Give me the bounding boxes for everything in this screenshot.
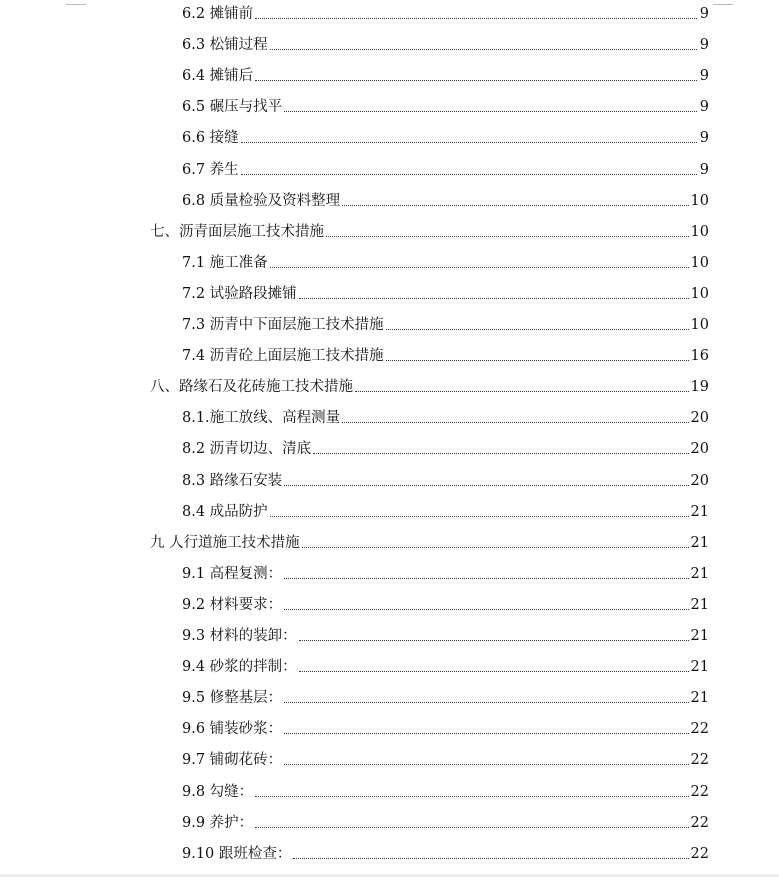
toc-entry-page-number: 21 bbox=[690, 565, 709, 582]
toc-dot-leader bbox=[241, 141, 697, 143]
toc-entry-title: 砂浆的拌制： bbox=[209, 659, 297, 676]
toc-entry-title: 养护： bbox=[209, 814, 254, 831]
toc-entry-title: 高程复测： bbox=[209, 565, 283, 582]
toc-entry-number: 6.6 bbox=[182, 130, 210, 147]
toc-dot-leader bbox=[299, 670, 689, 672]
toc-entry-page-number: 21 bbox=[690, 596, 709, 613]
toc-subsection-entry[interactable] bbox=[182, 346, 709, 366]
toc-dot-leader bbox=[386, 359, 689, 361]
toc-entry-page-number: 10 bbox=[690, 223, 709, 240]
toc-subsection-entry[interactable] bbox=[182, 408, 709, 428]
toc-entry-number: 八、 bbox=[150, 379, 179, 396]
toc-entry-number: 9.10 bbox=[182, 845, 219, 862]
toc-entry-number: 9.3 bbox=[182, 628, 210, 644]
toc-entry-number: 6.8 bbox=[182, 192, 210, 209]
toc-entry-page-number: 21 bbox=[690, 534, 709, 551]
toc-dot-leader bbox=[293, 857, 688, 859]
toc-entry-page-number: 10 bbox=[690, 254, 709, 271]
toc-subsection-entry[interactable] bbox=[182, 750, 709, 770]
toc-dot-leader bbox=[270, 515, 689, 517]
toc-entry-page-number: 21 bbox=[690, 659, 709, 676]
toc-entry-title: 铺装砂浆： bbox=[209, 721, 283, 738]
toc-entry-number: 9.2 bbox=[182, 596, 210, 613]
toc-subsection-entry[interactable] bbox=[182, 284, 709, 304]
toc-entry-page-number: 10 bbox=[690, 285, 709, 302]
toc-dot-leader bbox=[255, 795, 688, 797]
toc-dot-leader bbox=[270, 48, 697, 50]
toc-dot-leader bbox=[299, 297, 689, 299]
toc-entry-number: 九 bbox=[150, 534, 170, 551]
toc-entry-page-number: 9 bbox=[699, 99, 709, 116]
toc-subsection-entry[interactable] bbox=[182, 35, 709, 55]
toc-entry-number: 9.8 bbox=[182, 783, 210, 800]
toc-entry-page-number: 10 bbox=[690, 192, 709, 209]
toc-dot-leader bbox=[255, 17, 697, 19]
toc-dot-leader bbox=[270, 266, 689, 268]
toc-entry-number: 9.4 bbox=[182, 659, 210, 676]
toc-entry-page-number: 22 bbox=[690, 752, 709, 769]
toc-subsection-entry[interactable] bbox=[182, 844, 709, 864]
toc-entry-title: 跟班检查： bbox=[218, 845, 292, 862]
toc-entry-page-number: 20 bbox=[690, 410, 709, 427]
toc-subsection-entry[interactable] bbox=[182, 782, 709, 802]
toc-subsection-entry[interactable] bbox=[182, 160, 709, 180]
toc-subsection-entry[interactable] bbox=[182, 626, 709, 646]
toc-subsection-entry[interactable] bbox=[182, 66, 709, 86]
toc-entry-page-number: 21 bbox=[690, 503, 709, 520]
toc-entry-title: 修整基层： bbox=[209, 690, 283, 707]
toc-entry-title: 松铺过程 bbox=[209, 37, 268, 54]
toc-dot-leader bbox=[299, 639, 689, 641]
toc-dot-leader bbox=[241, 173, 697, 175]
toc-subsection-entry[interactable] bbox=[182, 471, 709, 491]
toc-entry-number: 9.7 bbox=[182, 752, 210, 769]
toc-entry-number: 6.5 bbox=[182, 99, 210, 116]
toc-entry-title: 人行道施工技术措施 bbox=[169, 534, 300, 551]
toc-subsection-entry[interactable] bbox=[182, 191, 709, 211]
toc-entry-title: 沥青中下面层施工技术措施 bbox=[209, 317, 384, 333]
toc-entry-page-number: 22 bbox=[690, 814, 709, 831]
toc-entry-page-number: 19 bbox=[690, 379, 709, 396]
toc-entry-page-number: 22 bbox=[690, 783, 709, 800]
toc-entry-title: 质量检验及资料整理 bbox=[209, 192, 341, 209]
toc-entry-page-number: 16 bbox=[690, 348, 709, 365]
toc-entry-page-number: 10 bbox=[690, 317, 709, 333]
toc-entry-title: 沥青面层施工技术措施 bbox=[179, 223, 324, 240]
toc-entry-page-number: 21 bbox=[690, 690, 709, 707]
toc-dot-leader bbox=[284, 484, 688, 486]
toc-dot-leader bbox=[284, 763, 688, 765]
toc-subsection-entry[interactable] bbox=[182, 128, 709, 148]
toc-entry-number: 7.2 bbox=[182, 285, 210, 302]
toc-entry-number: 8.2 bbox=[182, 441, 210, 458]
toc-entry-title: 沥青切边、清底 bbox=[209, 441, 312, 458]
toc-subsection-entry[interactable] bbox=[182, 253, 709, 273]
toc-subsection-entry[interactable] bbox=[182, 502, 709, 522]
toc-subsection-entry[interactable] bbox=[182, 719, 709, 739]
toc-dot-leader bbox=[284, 110, 697, 112]
toc-entry-number: 7.3 bbox=[182, 317, 210, 333]
toc-dot-leader bbox=[326, 235, 689, 237]
toc-section-entry[interactable] bbox=[150, 222, 709, 242]
page-corner-mark-left bbox=[66, 0, 86, 5]
toc-dot-leader bbox=[313, 452, 688, 454]
toc-subsection-entry[interactable] bbox=[182, 315, 709, 335]
toc-dot-leader bbox=[342, 204, 688, 206]
toc-subsection-entry[interactable] bbox=[182, 97, 709, 117]
toc-entry-number: 8.4 bbox=[182, 503, 210, 520]
toc-entry-title: 接缝 bbox=[209, 130, 239, 147]
toc-entry-number: 7.4 bbox=[182, 348, 210, 365]
toc-entry-page-number: 22 bbox=[690, 845, 709, 862]
toc-entry-title: 施工准备 bbox=[209, 254, 268, 271]
toc-dot-leader bbox=[255, 79, 697, 81]
toc-subsection-entry[interactable] bbox=[182, 595, 709, 615]
toc-entry-number: 8.3 bbox=[182, 472, 210, 489]
toc-entry-number: 9.5 bbox=[182, 690, 210, 707]
toc-entry-page-number: 9 bbox=[699, 37, 709, 54]
toc-subsection-entry[interactable] bbox=[182, 439, 709, 459]
toc-entry-number: 9.9 bbox=[182, 814, 210, 831]
toc-dot-leader bbox=[386, 328, 689, 330]
toc-entry-number: 七、 bbox=[150, 223, 179, 240]
toc-entry-number: 8.1. bbox=[182, 410, 210, 427]
toc-entry-page-number: 20 bbox=[690, 441, 709, 458]
toc-subsection-entry[interactable] bbox=[182, 813, 709, 833]
toc-entry-title: 摊铺后 bbox=[209, 68, 254, 85]
toc-entry-page-number: 9 bbox=[699, 161, 709, 178]
toc-entry-title: 成品防护 bbox=[209, 503, 268, 520]
page-corner-mark-right bbox=[713, 0, 733, 5]
toc-dot-leader bbox=[284, 608, 688, 610]
toc-dot-leader bbox=[255, 826, 688, 828]
toc-dot-leader bbox=[284, 732, 688, 734]
toc-entry-number: 7.1 bbox=[182, 254, 210, 271]
toc-subsection-entry[interactable] bbox=[182, 688, 709, 708]
toc-entry-page-number: 9 bbox=[699, 130, 709, 147]
toc-entry-number: 6.4 bbox=[182, 68, 210, 85]
toc-entry-title: 材料的装卸： bbox=[209, 628, 297, 644]
toc-entry-number: 9.6 bbox=[182, 721, 210, 738]
toc-entry-title: 养生 bbox=[209, 161, 239, 178]
toc-dot-leader bbox=[302, 546, 689, 548]
toc-dot-leader bbox=[284, 701, 688, 703]
toc-entry-number: 6.7 bbox=[182, 161, 210, 178]
toc-entry-page-number: 20 bbox=[690, 472, 709, 489]
toc-entry-title: 摊铺前 bbox=[209, 6, 254, 22]
toc-entry-title: 勾缝： bbox=[209, 783, 254, 800]
toc-subsection-entry[interactable] bbox=[182, 564, 709, 584]
toc-entry-number: 9.1 bbox=[182, 565, 210, 582]
toc-dot-leader bbox=[355, 390, 689, 392]
toc-section-entry[interactable] bbox=[150, 377, 709, 397]
toc-entry-title: 碾压与找平 bbox=[209, 99, 283, 116]
toc-entry-page-number: 21 bbox=[690, 628, 709, 644]
toc-dot-leader bbox=[342, 421, 688, 423]
toc-entry-title: 材料要求： bbox=[209, 596, 283, 613]
toc-entry-title: 沥青砼上面层施工技术措施 bbox=[209, 348, 384, 365]
toc-dot-leader bbox=[284, 577, 688, 579]
toc-entry-title: 施工放线、高程测量 bbox=[209, 410, 341, 427]
toc-entry-title: 铺砌花砖： bbox=[209, 752, 283, 769]
toc-subsection-entry[interactable] bbox=[182, 657, 709, 677]
toc-entry-title: 试验路段摊铺 bbox=[209, 285, 297, 302]
toc-subsection-entry[interactable] bbox=[182, 4, 709, 24]
toc-entry-title: 路缘石及花砖施工技术措施 bbox=[179, 379, 353, 396]
toc-entry-title: 路缘石安装 bbox=[209, 472, 283, 489]
toc-entry-page-number: 22 bbox=[690, 721, 709, 738]
toc-entry-page-number: 9 bbox=[699, 68, 709, 85]
toc-entry-number: 6.2 bbox=[182, 6, 210, 22]
toc-entry-number: 6.3 bbox=[182, 37, 210, 54]
toc-entry-page-number: 9 bbox=[699, 6, 709, 22]
toc-section-entry[interactable] bbox=[150, 533, 709, 553]
